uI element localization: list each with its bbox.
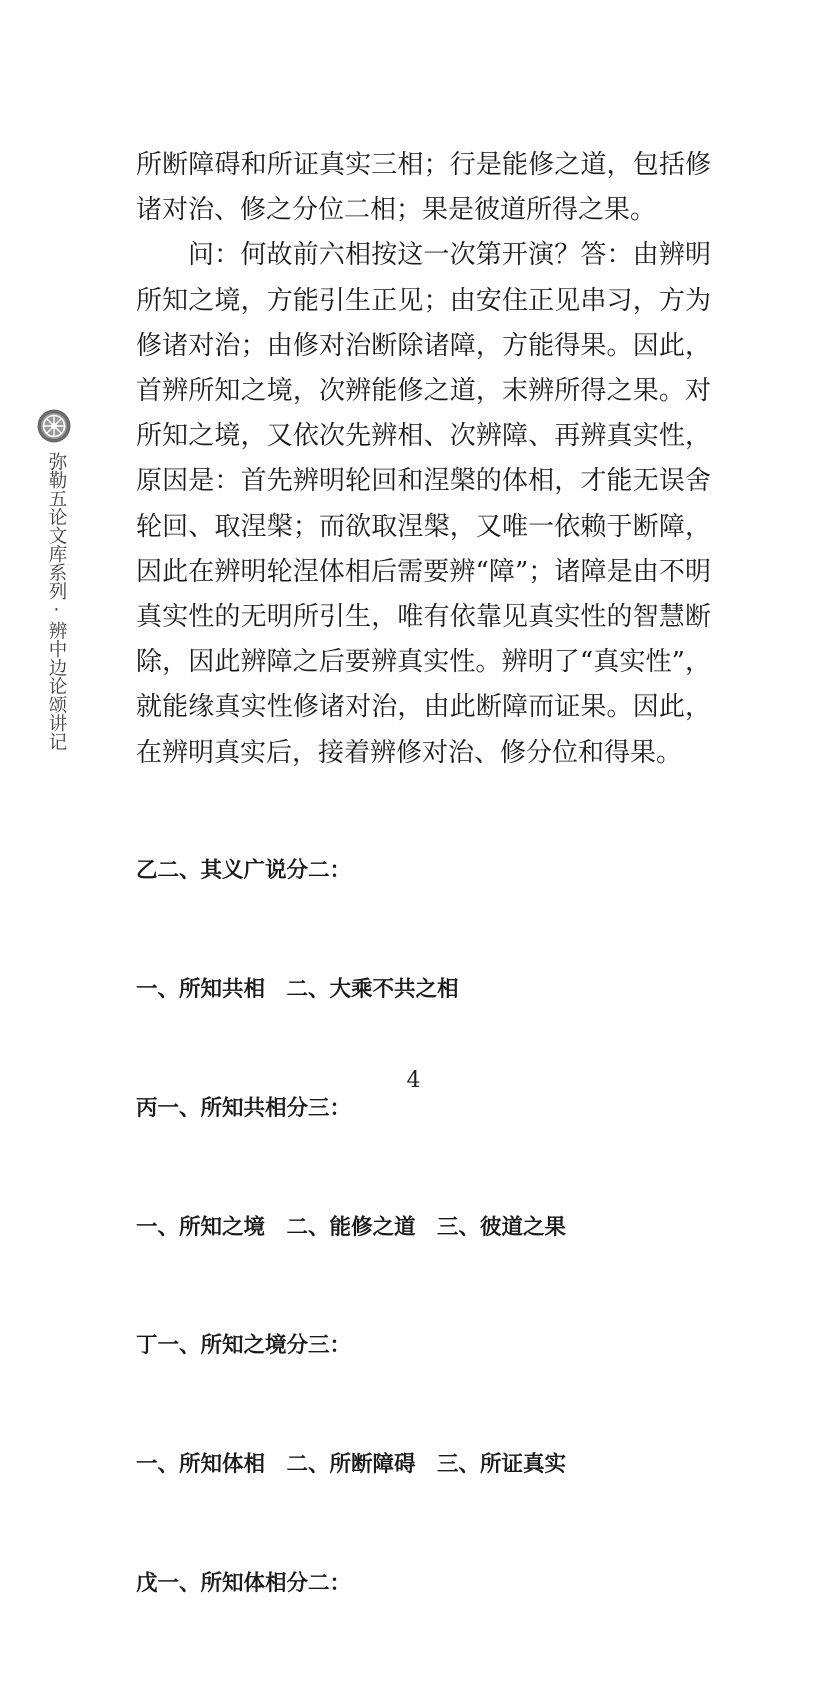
series-title: 弥勒五论文库系列·辨中边论颂讲记 xyxy=(46,452,67,751)
outline-heading: 丁一、所知之境分三： xyxy=(136,1333,352,1359)
paragraph: 问：何故前六相按这一次第开演？答：由辨明所知之境，方能引生正见；由安住正见串习，方为修诸对治；由修对治断除诸障，方能得果。因此，首辨所知之境，次辨能修之道，末辨所得之果。对所知之境，又依次先辨相、次辨障、再辨真实性，原因是：首先辨明轮回和涅槃的体相，才能无误舍轮回、取涅槃；而欲取涅槃，又唯一依赖于断障，因此在辨明轮涅体相后需要辨“障”；诸障是由不明真实性的无明所引生，唯有依靠见真实性的智慧断除，因此辨障之后要辨真实性。辨明了“真实性”，就能缘真实性修诸对治，由此断障而证果。因此，在辨明真实后，接着辨修对治、修分位和得果。 xyxy=(136,240,711,768)
outline-heading: 丙一、所知共相分三： xyxy=(136,1095,352,1121)
outline-subitems: 一、所知共相 二、大乘不共之相 xyxy=(136,976,459,1002)
outline-subitems: 一、所知之境 二、能修之道 三、彼道之果 xyxy=(136,1214,567,1240)
section-outline xyxy=(136,772,711,1683)
outline-subitems: 一、所知体相 二、所断障碍 三、所证真实 xyxy=(136,1452,567,1478)
outline-heading: 乙二、其义广说分二： xyxy=(136,858,352,884)
dharma-wheel-icon xyxy=(37,409,71,443)
body-text xyxy=(136,143,711,776)
outline-heading: 戊一、所知体相分二： xyxy=(136,1570,352,1596)
paragraph: 所断障碍和所证真实三相；行是能修之道，包括修诸对治、修之分位二相；果是彼道所得之果。 xyxy=(136,150,711,226)
page-number: 4 xyxy=(406,1068,421,1093)
